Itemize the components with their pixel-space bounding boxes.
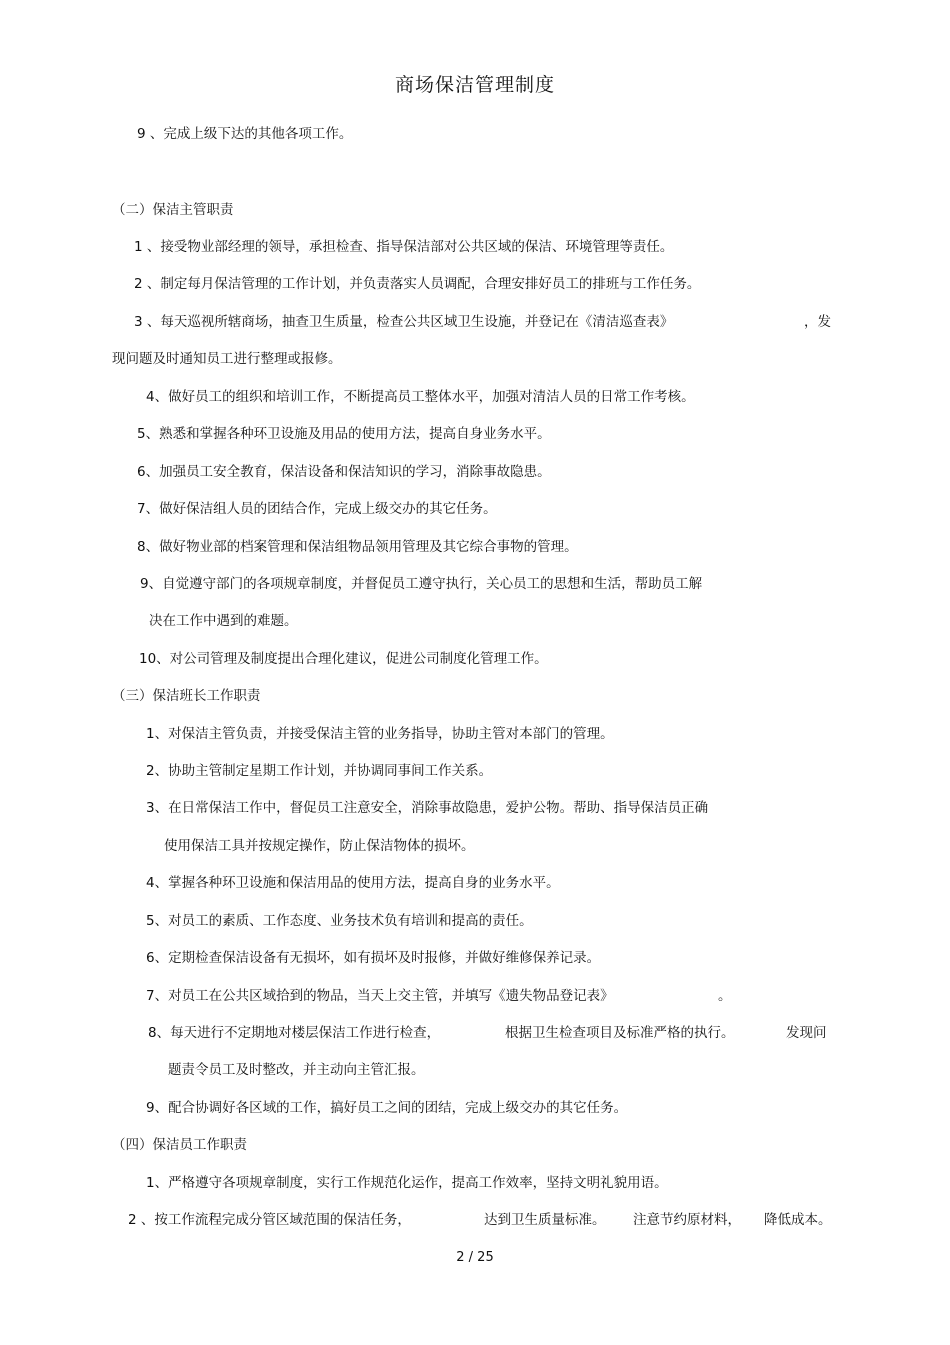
text-line: 1、对保洁主管负责，并接受保洁主管的业务指导，协助主管对本部门的管理。 xyxy=(146,726,614,742)
text-line: 8、每天进行不定期地对楼层保洁工作进行检查， xyxy=(148,1025,441,1041)
text-line: 8、做好物业部的档案管理和保洁组物品领用管理及其它综合事物的管理。 xyxy=(137,539,578,555)
text-line: 1、严格遵守各项规章制度，实行工作规范化运作，提高工作效率，坚持文明礼貌用语。 xyxy=(146,1175,668,1191)
text-line: 根据卫生检查项目及标准严格的执行。 xyxy=(505,1025,735,1041)
text-line: 5、熟悉和掌握各种环卫设施及用品的使用方法，提高自身业务水平。 xyxy=(137,426,551,442)
text-line: 9、配合协调好各区域的工作，搞好员工之间的团结，完成上级交办的其它任务。 xyxy=(146,1100,628,1116)
page-number: 2 / 25 xyxy=(456,1250,494,1265)
text-line: 2 、按工作流程完成分管区域范围的保洁任务， xyxy=(128,1212,411,1228)
text-line: 3、在日常保洁工作中，督促员工注意安全，消除事故隐患，爱护公物。帮助、指导保洁员正确 xyxy=(146,800,709,816)
text-line: 降低成本。 xyxy=(764,1212,832,1228)
text-line: 6、加强员工安全教育，保洁设备和保洁知识的学习，消除事故隐患。 xyxy=(137,464,551,480)
text-line: 6、定期检查保洁设备有无损坏，如有损坏及时报修，并做好维修保养记录。 xyxy=(146,950,601,966)
document-title: 商场保洁管理制度 xyxy=(394,74,555,96)
text-line: 9 、完成上级下达的其他各项工作。 xyxy=(137,126,353,142)
text-line: 2 、制定每月保洁管理的工作计划，并负责落实人员调配，合理安排好员工的排班与工作任务。 xyxy=(134,276,701,292)
text-line: 4、掌握各种环卫设施和保洁用品的使用方法，提高自身的业务水平。 xyxy=(146,875,560,891)
text-line: 3 、每天巡视所辖商场，抽查卫生质量，检查公共区域卫生设施，并登记在《清洁巡查表》 xyxy=(134,314,674,330)
text-line: 注意节约原材料， xyxy=(633,1212,741,1228)
text-line: 。 xyxy=(718,988,732,1004)
text-line: 1 、接受物业部经理的领导，承担检查、指导保洁部对公共区域的保洁、环境管理等责任。 xyxy=(134,239,674,255)
text-line: 决在工作中遇到的难题。 xyxy=(149,613,298,629)
text-line: 2、协助主管制定星期工作计划，并协调同事间工作关系。 xyxy=(146,763,493,779)
text-line: 7、对员工在公共区域拾到的物品，当天上交主管，并填写《遗失物品登记表》 xyxy=(146,988,614,1004)
text-line: 达到卫生质量标准。 xyxy=(484,1212,606,1228)
text-line: 4、做好员工的组织和培训工作，不断提高员工整体水平，加强对清洁人员的日常工作考核。 xyxy=(146,389,695,405)
section-heading: （三）保洁班长工作职责 xyxy=(112,688,261,704)
text-line: ，发 xyxy=(804,314,831,330)
text-line: 题责令员工及时整改，并主动向主管汇报。 xyxy=(168,1062,425,1078)
text-line: 10、对公司管理及制度提出合理化建议，促进公司制度化管理工作。 xyxy=(139,651,548,667)
text-line: 使用保洁工具并按规定操作，防止保洁物体的损坏。 xyxy=(164,838,475,854)
text-line: 7、做好保洁组人员的团结合作，完成上级交办的其它任务。 xyxy=(137,501,497,517)
section-heading: （二）保洁主管职责 xyxy=(112,202,234,218)
text-line: 9、自觉遵守部门的各项规章制度，并督促员工遵守执行，关心员工的思想和生活，帮助员工解 xyxy=(140,576,703,592)
text-line: 5、对员工的素质、工作态度、业务技术负有培训和提高的责任。 xyxy=(146,913,533,929)
section-heading: （四）保洁员工作职责 xyxy=(112,1137,247,1153)
text-line: 现问题及时通知员工进行整理或报修。 xyxy=(112,351,342,367)
text-line: 发现问 xyxy=(786,1025,827,1041)
